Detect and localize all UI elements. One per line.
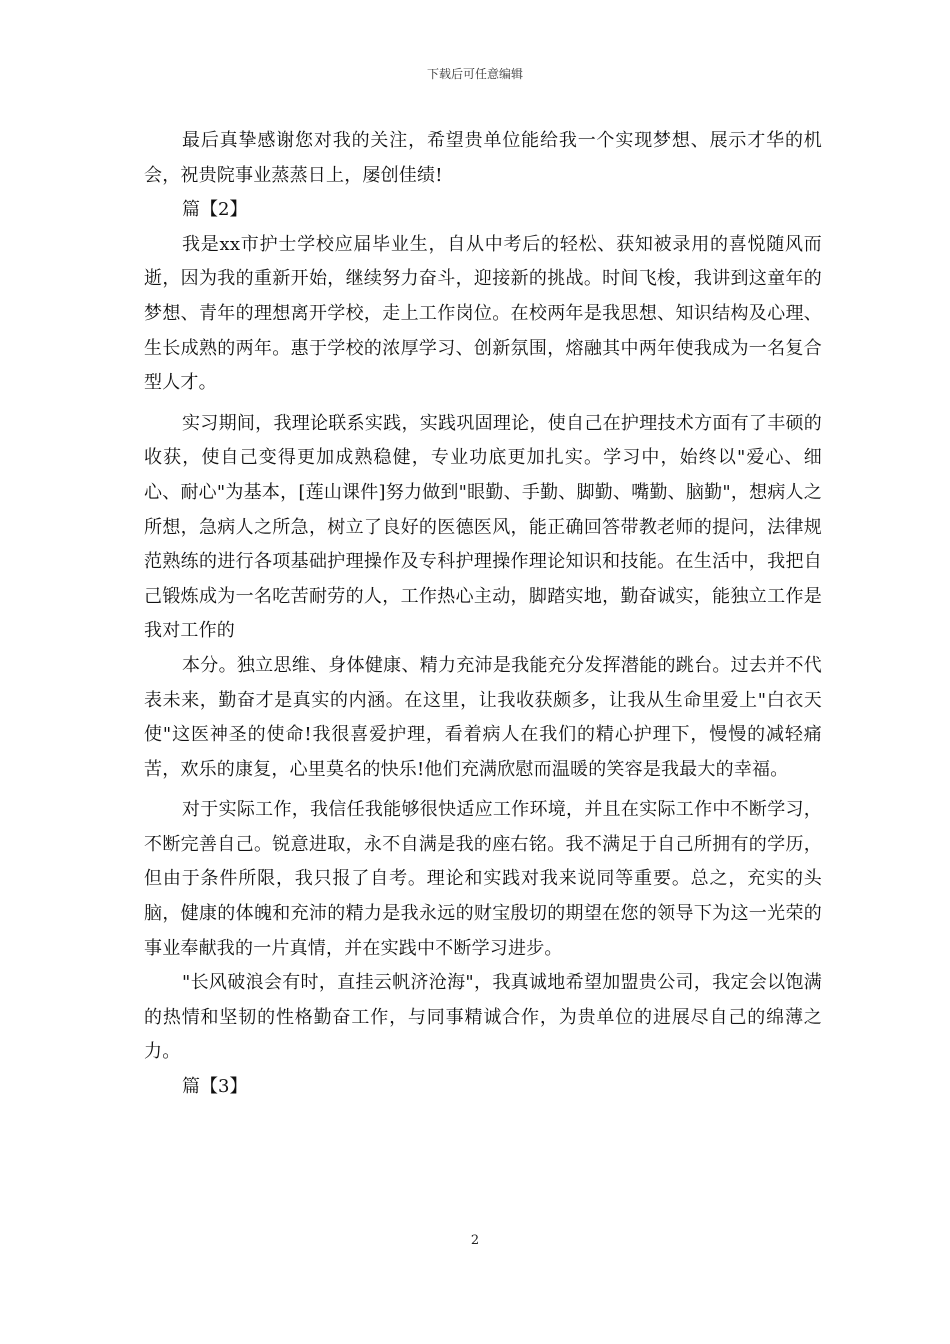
duty-paragraph: 本分。独立思维、身体健康、精力充沛是我能充分发挥潜能的跳台。过去并不代表未来，勤奋才是真实的内涵。在这里，让我收获颇多，让我从生命里爱上"白衣天使"这医神圣的使命!我很喜爱护理，看着病人在我们的精心护理下，慢慢的减轻痛苦，欢乐的康复，心里莫名的快乐!他们充满欣慰而温暖的笑容是我最大的幸福。 — [144, 654, 822, 780]
document-body — [144, 124, 822, 1105]
closing-paragraph: 最后真挚感谢您对我的关注，希望贵单位能给我一个实现梦想、展示才华的机会，祝贵院事业蒸蒸日上，屡创佳绩! — [144, 130, 822, 186]
page-number: 2 — [470, 1233, 480, 1248]
intro-paragraph: 我是xx市护士学校应届毕业生，自从中考后的轻松、获知被录用的喜悦随风而逝，因为我的重新开始，继续努力奋斗，迎接新的挑战。时间飞梭，我讲到这童年的梦想、青年的理想离开学校，走上工作岗位。在校两年是我思想、知识结构及心理、生长成熟的两年。惠于学校的浓厚学习、创新氛围，熔融其中两年使我成为一名复合型人才。 — [144, 233, 822, 394]
page-header: 下载后可任意编辑 — [426, 67, 523, 81]
work-attitude-paragraph: 对于实际工作，我信任我能够很快适应工作环境，并且在实际工作中不断学习，不断完善自己。锐意进取，永不自满是我的座右铭。我不满足于自己所拥有的学历，但由于条件所限，我只报了自考。理论和实践对我来说同等重要。总之，充实的头脑，健康的体魄和充沛的精力是我永远的财宝殷切的期望在您的领导下为这一光荣的事业奉献我的一片真情，并在实践中不断学习进步。 — [144, 799, 822, 959]
conclusion-paragraph: "长风破浪会有时，直挂云帆济沧海"，我真诚地希望加盟贵公司，我定会以饱满的热情和坚韧的性格勤奋工作，与同事精诚合作，为贵单位的进展尽自己的绵薄之力。 — [144, 972, 822, 1063]
internship-paragraph: 实习期间，我理论联系实践，实践巩固理论，使自己在护理技术方面有了丰硕的收获，使自己变得更加成熟稳健，专业功底更加扎实。学习中，始终以"爱心、细心、耐心"为基本，[莲山课件]努力做到"眼勤、手勤、脚勤、嘴勤、脑勤"，想病人之所想，急病人之所急，树立了良好的医德医风，能正确回答带教老师的提问，法律规范熟练的进行各项基础护理操作及专科护理操作理论知识和技能。在生活中，我把自己锻炼成为一名吃苦耐劳的人，工作热心主动，脚踏实地，勤奋诚实，能独立工作是我对工作的 — [144, 412, 822, 642]
section-heading-2: 篇【2】 — [182, 199, 248, 221]
section-heading-3: 篇【3】 — [182, 1076, 248, 1098]
